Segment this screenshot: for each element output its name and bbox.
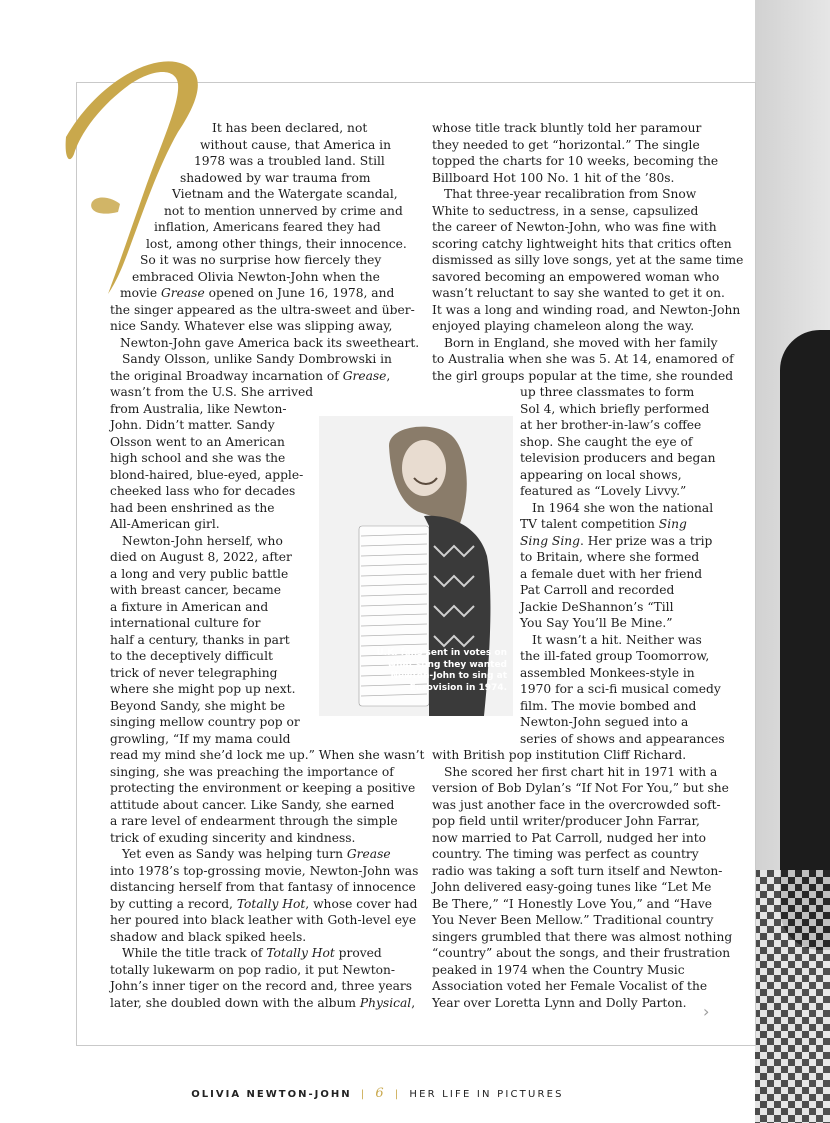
article-line: trick of exuding sincerity and kindness. — [110, 830, 356, 845]
background-photo-figure — [780, 330, 830, 950]
article-line: You Never Been Mellow.” Traditional country — [432, 913, 714, 927]
footer-section: HER LIFE IN PICTURES — [409, 1089, 564, 1100]
article-line: 1978 was a troubled land. Still — [194, 154, 385, 168]
article-line: inflation, Americans feared they had — [154, 220, 381, 234]
article-line: a rare level of endearment through the simple — [110, 814, 398, 828]
article-line: the girl groups popular at the time, she rounded — [432, 368, 734, 383]
article-line: John’s inner tiger on the record and, three years — [110, 979, 413, 993]
article-line: totally lukewarm on pop radio, it put Newton- — [110, 962, 396, 977]
article-line: John. Didn’t matter. Sandy — [110, 418, 275, 432]
article-line: by cutting a record, Totally Hot, whose cover had — [110, 896, 418, 911]
article-line: a female duet with her friend — [520, 566, 703, 581]
article-line: Sandy Olsson, unlike Sandy Dombrowski in — [122, 352, 392, 366]
article-line: So it was no surprise how fiercely they — [140, 253, 382, 267]
article-line: Sing Sing. Her prize was a trip — [520, 533, 713, 548]
article-line: attitude about cancer. Like Sandy, she earned — [110, 797, 395, 812]
article-line: It was a long and winding road, and Newton-John — [432, 302, 741, 317]
article-line: without cause, that America in — [200, 137, 391, 152]
article-line: international culture for — [110, 616, 261, 630]
article-line: scoring catchy lightweight hits that critics often — [432, 236, 732, 251]
article-line: Vietnam and the Watergate scandal, — [172, 187, 398, 201]
article-line: cheeked lass who for decades — [110, 484, 296, 498]
article-line: lost, among other things, their innocence. — [146, 236, 407, 251]
article-line: died on August 8, 2022, after — [110, 550, 292, 564]
article-line: up three classmates to form — [520, 385, 695, 399]
article-line: appearing on local shows, — [520, 467, 682, 482]
article-line: whose title track bluntly told her paramour — [432, 121, 702, 135]
article-line: It wasn’t a hit. Neither was — [532, 632, 702, 647]
article-line: now married to Pat Carroll, nudged her into — [432, 830, 707, 845]
article-line: Newton-John herself, who — [122, 533, 283, 548]
article-line: Jackie DeShannon’s “Till — [520, 599, 674, 614]
article-line: featured as “Lovely Livvy.” — [520, 484, 687, 498]
caption-line: Newton-John to sing at — [390, 671, 507, 681]
article-line: That three-year recalibration from Snow — [444, 187, 697, 201]
article-line: topped the charts for 10 weeks, becoming the — [432, 154, 719, 168]
article-line: her poured into black leather with Goth-level eye — [110, 913, 417, 927]
article-line: While the title track of Totally Hot proved — [122, 946, 382, 960]
photo-caption — [319, 648, 507, 694]
article-line: In 1964 she won the national — [532, 500, 714, 515]
article-line: had been enshrined as the — [110, 500, 275, 515]
article-line: trick of never telegraphing — [110, 665, 278, 680]
article-line: dismissed as silly love songs, yet at the same time — [432, 253, 744, 267]
article-line: Born in England, she moved with her family — [444, 335, 718, 350]
article-line: peaked in 1974 when the Country Music — [432, 962, 685, 977]
article-line: Association voted her Female Vocalist of the — [432, 979, 708, 993]
article-line: shadowed by war trauma from — [180, 170, 371, 185]
article-line: from Australia, like Newton- — [110, 401, 287, 416]
footer-separator: | — [394, 1089, 401, 1100]
article-line: the ill-fated group Toomorrow, — [520, 649, 710, 663]
article-line: embraced Olivia Newton-John when the — [132, 269, 380, 284]
article-line: to Britain, where she formed — [520, 550, 700, 564]
article-line: You Say You’ll Be Mine.” — [520, 616, 673, 630]
article-line: shop. She caught the eye of — [520, 434, 693, 449]
article-line: Newton-John gave America back its sweetheart. — [120, 335, 420, 350]
article-line: the original Broadway incarnation of Grease, — [110, 368, 391, 383]
article-line: singers grumbled that there was almost nothing — [432, 929, 733, 944]
article-line: movie Grease opened on June 16, 1978, and — [120, 286, 395, 300]
article-line: where she might pop up next. — [110, 682, 296, 696]
article-line: country. The timing was perfect as country — [432, 847, 699, 861]
article-line: singing, she was preaching the importance of — [110, 764, 394, 779]
article-line: Sol 4, which briefly performed — [520, 401, 710, 416]
next-page-chevron-right-icon[interactable]: › — [703, 1002, 710, 1021]
article-line: the career of Newton-John, who was fine with — [432, 220, 717, 234]
article-line: Pat Carroll and recorded — [520, 583, 675, 597]
article-line: All-American girl. — [110, 517, 220, 531]
article-line: It has been declared, not — [212, 121, 368, 135]
page-number: 6 — [375, 1086, 386, 1101]
article-line: they needed to get “horizontal.” The single — [432, 137, 700, 152]
article-line: Olsson went to an American — [110, 434, 285, 449]
article-line: nice Sandy. Whatever else was slipping away, — [110, 319, 393, 333]
article-line: growling, “If my mama could — [110, 731, 291, 746]
article-line: half a century, thanks in part — [110, 632, 290, 647]
article-line: TV talent competition Sing — [520, 517, 687, 531]
article-line: enjoyed playing chameleon along the way. — [432, 319, 695, 333]
article-line: Yet even as Sandy was helping turn Grease — [122, 847, 391, 861]
article-line: a fixture in American and — [110, 599, 269, 614]
article-line: “country” about the songs, and their frustration — [432, 946, 731, 960]
article-line: She scored her first chart hit in 1971 with a — [444, 764, 718, 779]
article-line: version of Bob Dylan’s “If Not For You,” but she — [432, 781, 729, 795]
article-line: the singer appeared as the ultra-sweet and über- — [110, 302, 415, 317]
article-line: a long and very public battle — [110, 566, 289, 581]
article-line: with British pop institution Cliff Richard. — [432, 748, 687, 762]
article-line: wasn’t reluctant to say she wanted to get it on. — [432, 286, 725, 300]
article-line: was just another face in the overcrowded soft- — [432, 797, 721, 812]
article-line: high school and she was the — [110, 451, 286, 465]
article-line: John delivered easy-going tunes like “Let Me — [432, 880, 712, 894]
article-line: singing mellow country pop or — [110, 715, 300, 729]
caption-line: what song they wanted — [387, 659, 507, 670]
footer-separator: | — [360, 1089, 367, 1100]
article-line: not to mention unnerved by crime and — [164, 203, 403, 218]
article-line: to Australia when she was 5. At 14, enamored of — [432, 352, 734, 366]
article-line: savored becoming an empowered woman who — [432, 269, 720, 284]
article-photo — [319, 416, 513, 716]
article-line: White to seductress, in a sense, capsulized — [432, 203, 699, 218]
article-line: later, she doubled down with the album Physical, — [110, 995, 416, 1010]
article-line: shadow and black spiked heels. — [110, 929, 307, 944]
footer-title: OLIVIA NEWTON-JOHN — [191, 1089, 352, 1100]
article-line: film. The movie bombed and — [520, 698, 697, 713]
article-line: read my mind she’d lock me up.” When she wasn’t — [110, 748, 425, 762]
article-line: series of shows and appearances — [520, 731, 725, 746]
caption-line: Eurovision in 1974. — [409, 682, 507, 693]
article-line: pop field until writer/producer John Farrar, — [432, 814, 700, 828]
article-line: Billboard Hot 100 No. 1 hit of the ’80s. — [432, 170, 675, 185]
article-line: Be There,” “I Honestly Love You,” and “Have — [432, 896, 713, 911]
article-line: radio was taking a soft turn itself and Newton- — [432, 863, 723, 878]
article-line: 1970 for a sci-fi musical comedy — [520, 682, 721, 696]
article-line: wasn’t from the U.S. She arrived — [110, 385, 314, 399]
article-line: into 1978’s top-grossing movie, Newton-John was — [110, 863, 419, 878]
article-line: Year over Loretta Lynn and Dolly Parton. — [432, 995, 687, 1010]
caption-line: U.K. fans sent in votes on — [376, 648, 507, 658]
article-line: with breast cancer, became — [110, 583, 282, 597]
article-line: television producers and began — [520, 451, 716, 465]
page-footer — [0, 1086, 755, 1101]
article-line: at her brother-in-law’s coffee — [520, 418, 702, 432]
article-line: assembled Monkees-style in — [520, 665, 695, 680]
article-line: Beyond Sandy, she might be — [110, 698, 286, 713]
article-line: to the deceptively difficult — [110, 649, 273, 663]
article-line: distancing herself from that fantasy of innocence — [110, 880, 416, 894]
article-line: protecting the environment or keeping a positive — [110, 781, 416, 795]
article-line: blond-haired, blue-eyed, apple- — [110, 467, 304, 482]
article-line: Newton-John segued into a — [520, 715, 689, 729]
